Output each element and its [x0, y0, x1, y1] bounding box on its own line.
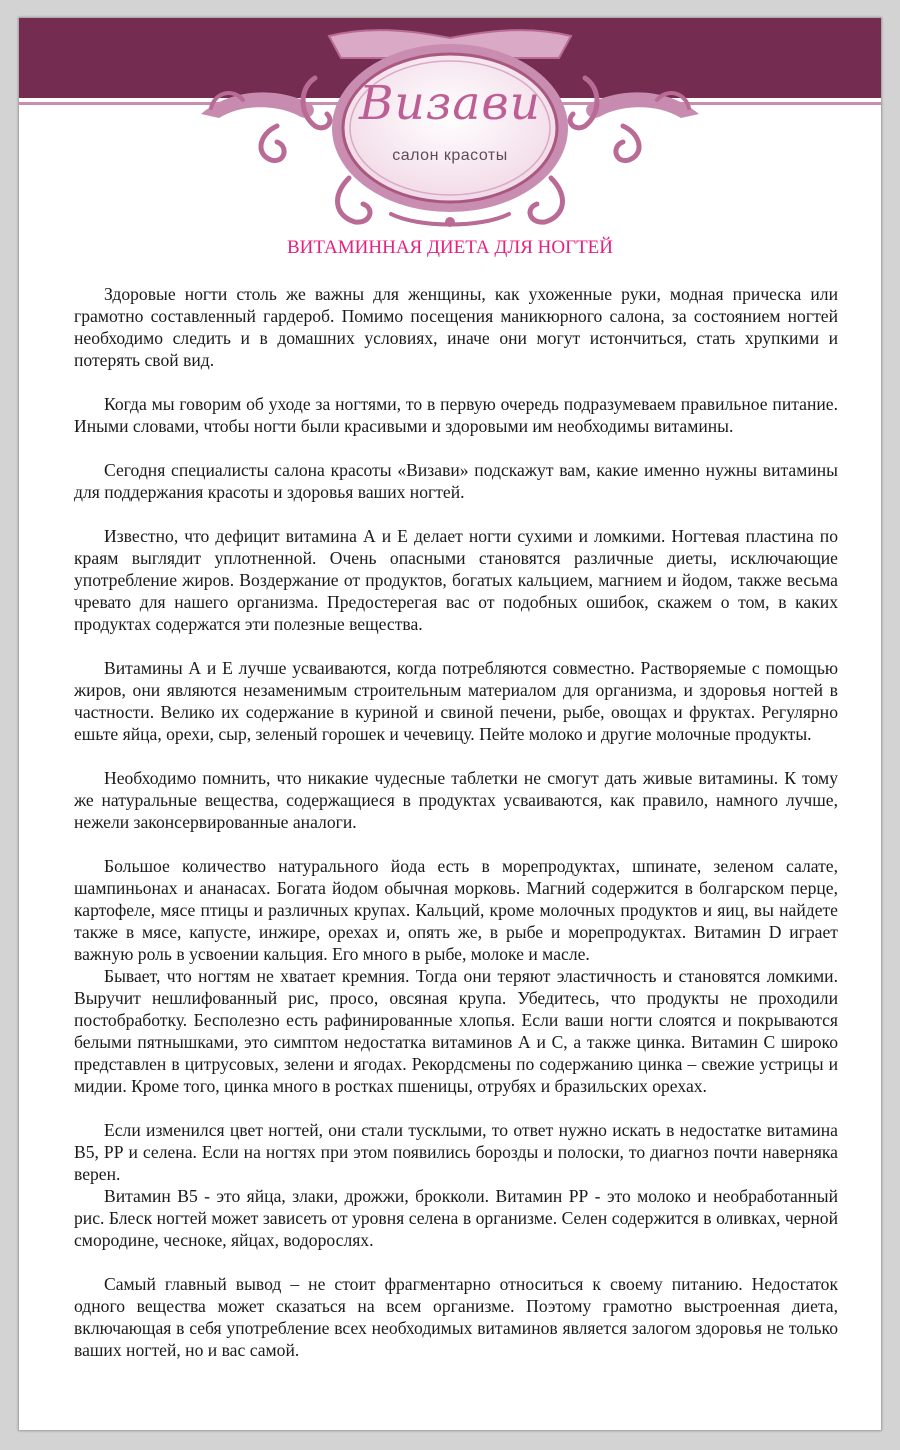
- page: [19, 18, 881, 1430]
- paragraph: Когда мы говорим об уходе за ногтями, то в первую очередь подразумеваем правильное питание. Иными словами, чтобы ногти были красивыми и здоровыми им необходимы витамины.: [74, 394, 838, 436]
- paragraph: Сегодня специалисты салона красоты «Визави» подскажут вам, какие именно нужны витамины для поддержания красоты и здоровья ваших ногтей.: [74, 460, 838, 502]
- brand-name: Визави: [358, 76, 542, 131]
- paragraph: Витамин В5 - это яйца, злаки, дрожжи, брокколи. Витамин РР - это молоко и необработанный рис. Блеск ногтей может зависеть от уровня селена в организме. Селен содержится в оливках, черной смородине, чесноке, яйцах, водорослях.: [74, 1186, 838, 1250]
- brand-subtitle: салон красоты: [392, 147, 508, 164]
- paragraph: Большое количество натурального йода есть в морепродуктах, шпинате, зеленом салате, шампиньонах и ананасах. Богата йодом обычная морковь. Магний содержится в болгарском перце, картофеле, мясе птицы и различных крупах. Кальций, кроме молочных продуктов и яиц, вы найдете также в мясе, капусте, инжире, орехах и, опять же, в рыбе и морепродуктах. Витамин D играет важную роль в усвоении кальция. Его много в рыбе, молоке и масле.: [74, 856, 838, 964]
- paragraph: Необходимо помнить, что никакие чудесные таблетки не смогут дать живые витамины. К тому же натуральные вещества, содержащиеся в продуктах усваиваются, как правило, намного лучше, нежели законсервированные аналоги.: [74, 768, 838, 832]
- article-body: [74, 283, 838, 1361]
- paragraph: Известно, что дефицит витамина А и Е делает ногти сухими и ломкими. Ногтевая пластина по краям выглядит уплотненной. Очень опасными становятся различные диеты, исключающие употребление жиров. Воздержание от продуктов, богатых кальцием, магнием и йодом, также весьма чревато для нашего организма. Предостерегая вас от подобных ошибок, скажем о том, в каких продуктах содержатся эти полезные вещества.: [74, 526, 838, 634]
- article-title: ВИТАМИННАЯ ДИЕТА ДЛЯ НОГТЕЙ: [286, 237, 614, 258]
- paragraph: Самый главный вывод – не стоит фрагментарно относиться к своему питанию. Недостаток одного вещества может сказаться на всем организме. Поэтому грамотно выстроенная диета, включающая в себя употребление всех необходимых витаминов является залогом здоровья не только ваших ногтей, но и вас самой.: [74, 1274, 838, 1360]
- paragraph: Здоровые ногти столь же важны для женщины, как ухоженные руки, модная прическа или грамотно составленный гардероб. Помимо посещения маникюрного салона, за состоянием ногтей необходимо следить и в домашних условиях, иначе они могут истончиться, стать хрупкими и потерять свой вид.: [74, 284, 838, 370]
- paragraph: Бывает, что ногтям не хватает кремния. Тогда они теряют эластичность и становятся ломкими. Выручит нешлифованный рис, просо, овсяная крупа. Убедитесь, что продукты не проходили постобработку. Бесполезно есть рафинированные хлопья. Если ваши ногти слоятся и покрываются белыми пятнышками, это симптом недостатка витаминов А и С, а также цинка. Витамин С широко представлен в цитрусовых, зелени и ягодах. Рекордсмены по содержанию цинка – свежие устрицы и мидии. Кроме того, цинка много в ростках пшеницы, отрубях и бразильских орехах.: [74, 966, 838, 1096]
- paragraph: Витамины А и Е лучше усваиваются, когда потребляются совместно. Растворяемые с помощью жиров, они являются незаменимым строительным материалом для организма, и здоровья ногтей в частности. Велико их содержание в куриной и свиной печени, рыбе, овощах и фруктах. Регулярно ешьте яйца, орехи, сыр, зеленый горошек и чечевицу. Пейте молоко и другие молочные продукты.: [74, 658, 838, 744]
- paragraph: Если изменился цвет ногтей, они стали тусклыми, то ответ нужно искать в недостатке витамина В5, РР и селена. Если на ногтях при этом появились борозды и полоски, то диагноз почти наверняка верен.: [74, 1120, 838, 1184]
